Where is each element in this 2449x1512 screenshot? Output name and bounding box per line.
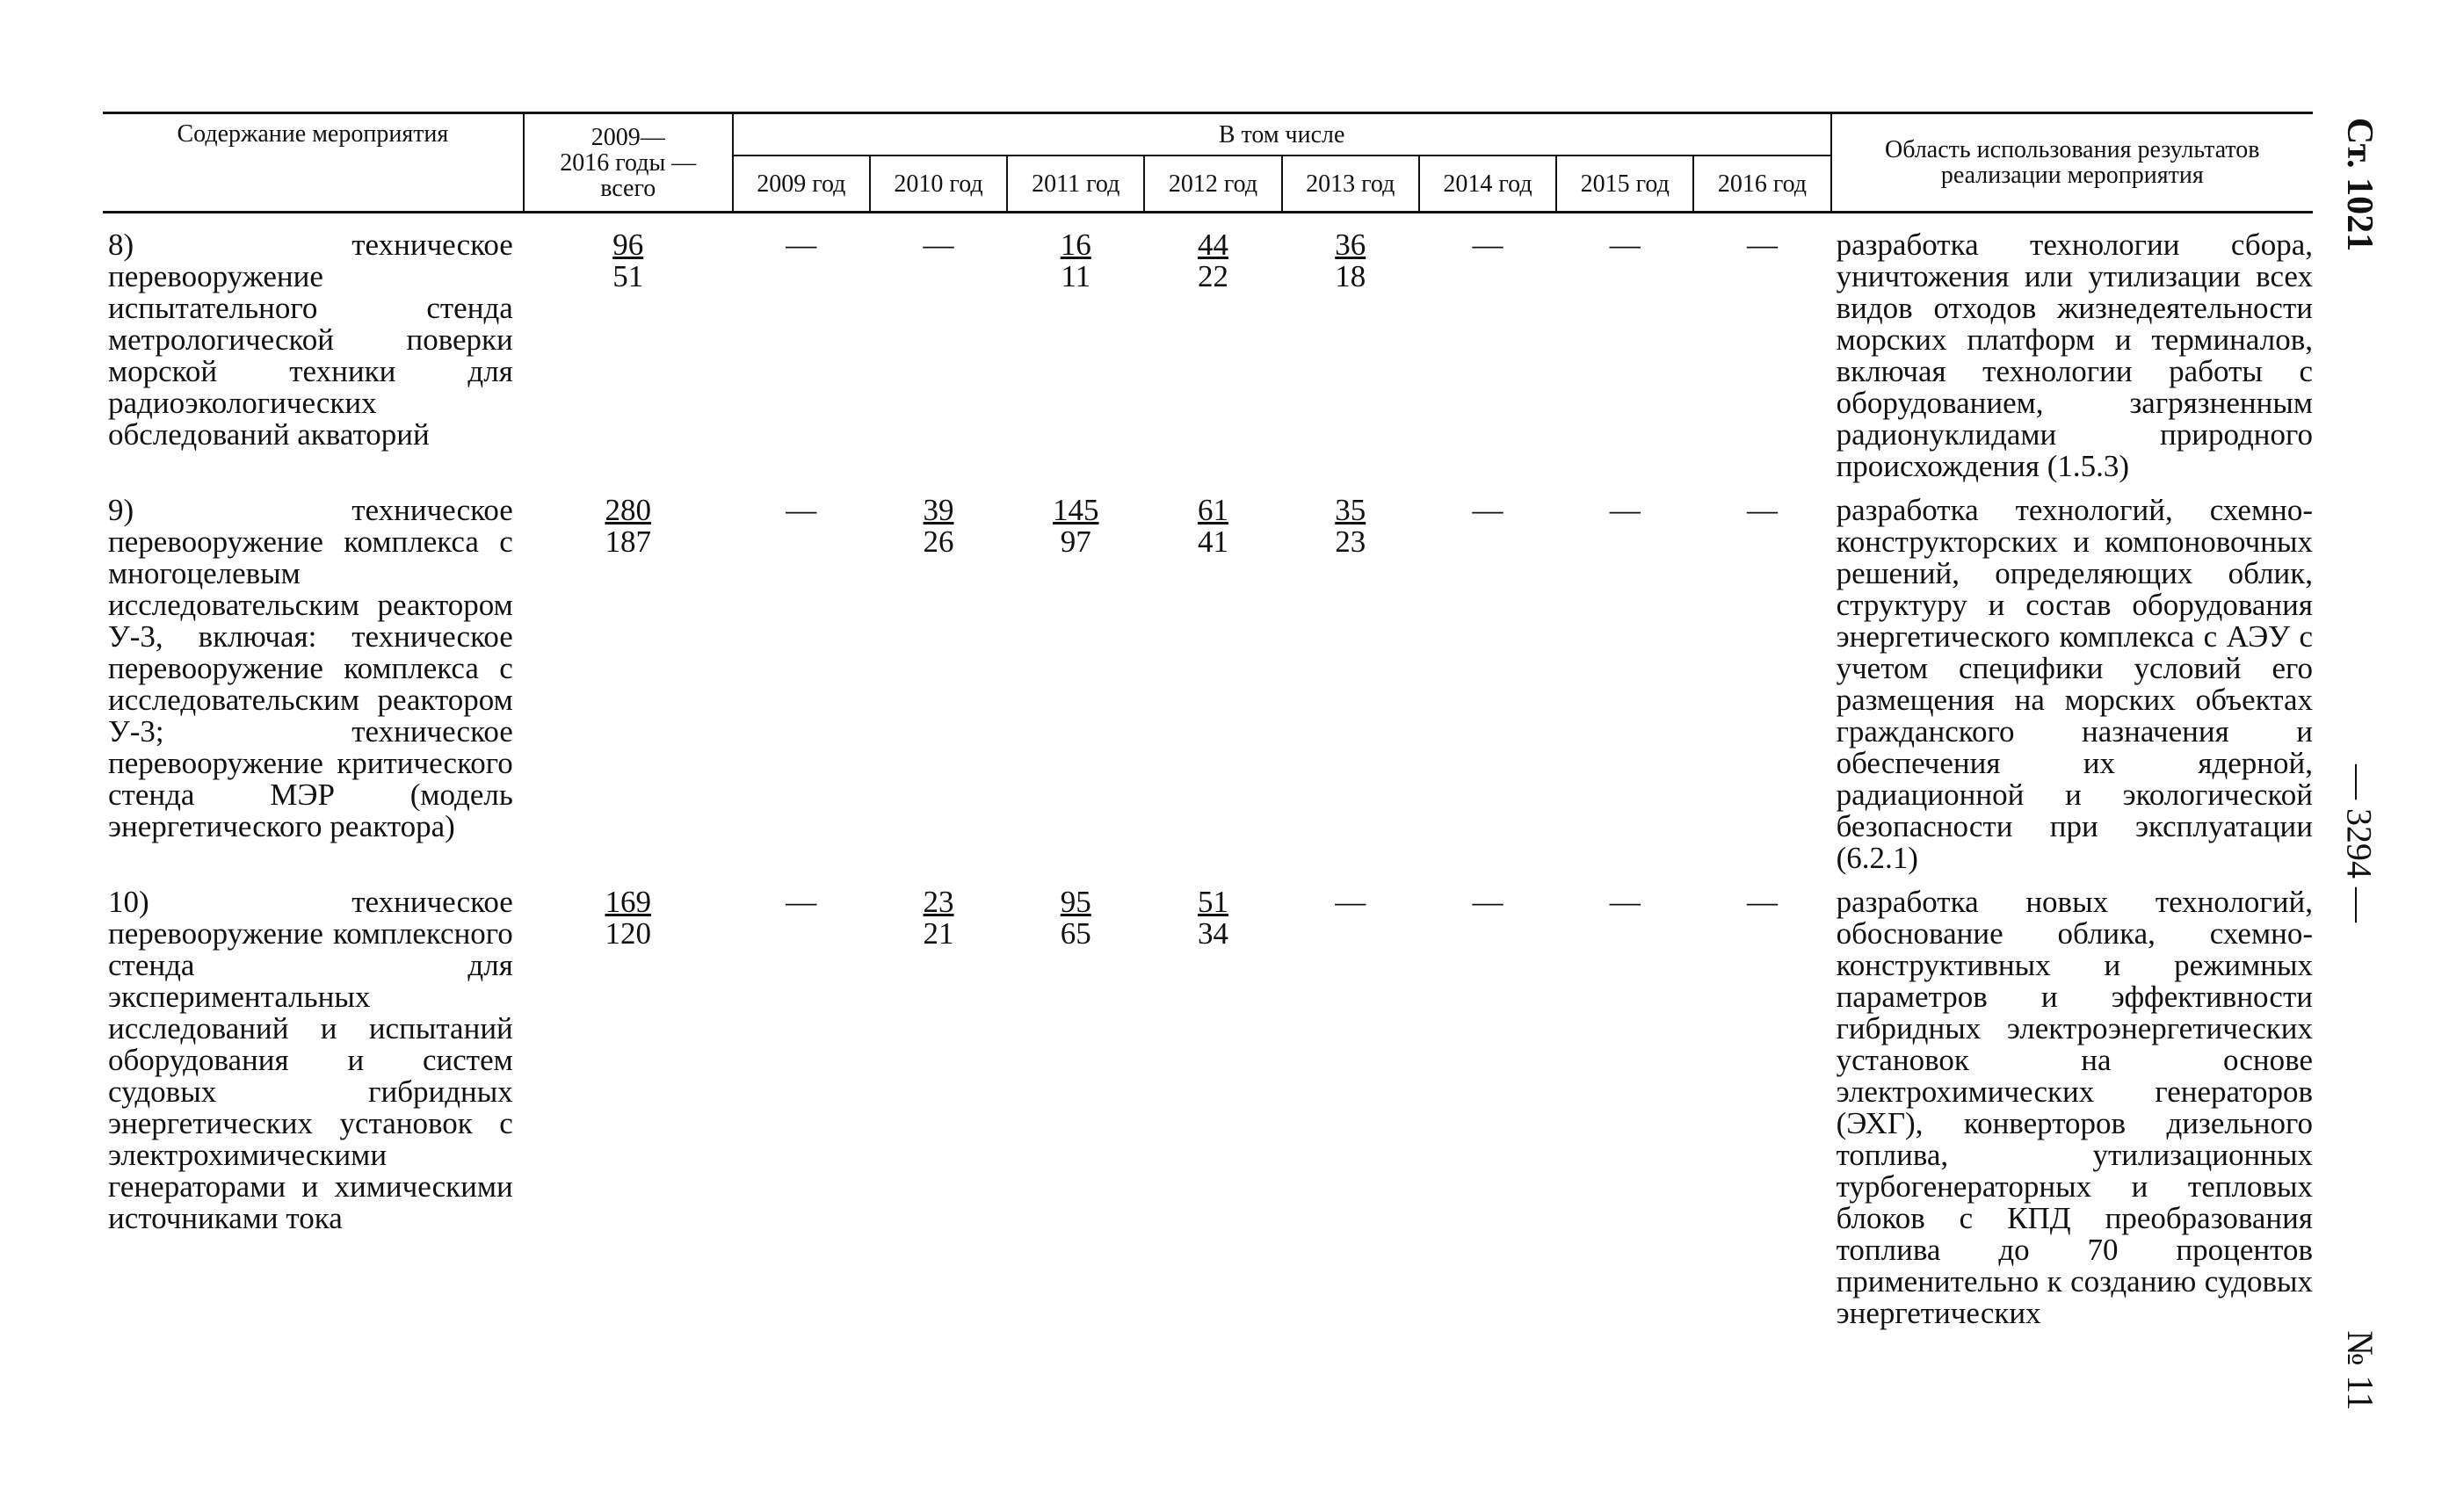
year-cell-2011 <box>1007 213 1144 483</box>
year-cell-2013 <box>1282 482 1419 874</box>
table-row <box>103 482 2313 874</box>
table-header <box>103 113 2313 213</box>
amount-total: 35 <box>1335 493 1366 527</box>
empty-dash: — <box>1609 228 1641 262</box>
year-cell-2010 <box>870 213 1007 483</box>
amount-total: 61 <box>1198 493 1228 527</box>
amount-budget: 21 <box>923 916 954 951</box>
amount-total: 169 <box>605 885 651 919</box>
total-fraction <box>605 495 651 558</box>
row-total <box>524 874 733 1329</box>
year-cell-2016 <box>1693 874 1830 1329</box>
header-area: Область использования результатов реализации мероприятия <box>1831 113 2313 213</box>
year-fraction <box>1335 495 1366 558</box>
amount-budget: 26 <box>923 524 954 559</box>
empty-dash: — <box>1472 228 1503 262</box>
amount-budget: 65 <box>1060 916 1091 951</box>
year-fraction <box>924 495 954 558</box>
amount-budget: 51 <box>612 259 644 293</box>
row-total <box>524 482 733 874</box>
program-table-wrapper <box>103 112 2313 1329</box>
header-year-2009: 2009 год <box>733 156 870 213</box>
year-cell-2014 <box>1419 874 1556 1329</box>
year-cell-2014 <box>1419 482 1556 874</box>
amount-total: 16 <box>1060 228 1091 262</box>
header-including: В том числе <box>733 113 1831 156</box>
year-cell-2010 <box>870 874 1007 1329</box>
year-cell-2016 <box>1693 482 1830 874</box>
year-cell-2015 <box>1556 482 1693 874</box>
year-cell-2011 <box>1007 874 1144 1329</box>
page-number: — 3294 — <box>2339 764 2380 922</box>
issue-number: № 11 <box>2339 1330 2380 1411</box>
row-application-area: разработка технологий, схемно-конструкторских и компоновочных решений, определяющих облик, структуру и состав оборудования энергетического комплекса с АЭУ с учетом специфики условий его размещения на морских объектах гражданского назначения и обеспечения их ядерной, радиационной и экологической безопасности при эксплуатации (6.2.1) <box>1836 493 2313 875</box>
total-fraction <box>605 886 651 950</box>
row-application-area: разработка новых технологий, обоснование облика, схемно-конструктивных и режимных параметров и эффективности гибридных электроэнергетических установок на основе электрохимических генераторов (ЭХГ), конверторов дизельного топлива, утилизационных турбогенераторных и тепловых блоков с КПД преобразования топлива до 70 процентов применительно к созданию судовых энергетических <box>1836 885 2313 1330</box>
amount-total: 36 <box>1335 228 1366 262</box>
header-year-2010: 2010 год <box>870 156 1007 213</box>
empty-dash: — <box>1335 885 1366 919</box>
empty-dash: — <box>1746 885 1778 919</box>
empty-dash: — <box>786 228 817 262</box>
year-cell-2015 <box>1556 874 1693 1329</box>
year-fraction <box>1061 229 1091 293</box>
empty-dash: — <box>786 885 817 919</box>
empty-dash: — <box>923 228 954 262</box>
row-description: 10) техническое перевооружение комплексного стенда для экспериментальных исследований и испытаний оборудования и систем судовых гибридных энергетических установок с электрохимическими генераторами и химическими источниками тока <box>108 885 513 1235</box>
year-cell-2016 <box>1693 213 1830 483</box>
amount-budget: 11 <box>1061 259 1091 293</box>
amount-total: 23 <box>923 885 954 919</box>
header-year-2015: 2015 год <box>1556 156 1693 213</box>
year-cell-2015 <box>1556 213 1693 483</box>
year-cell-2013 <box>1282 213 1419 483</box>
total-fraction <box>612 229 643 293</box>
year-fraction <box>1335 229 1366 293</box>
amount-budget: 22 <box>1198 259 1228 293</box>
amount-total: 280 <box>605 493 651 527</box>
amount-budget: 18 <box>1335 259 1366 293</box>
year-cell-2012 <box>1144 482 1281 874</box>
program-table <box>103 112 2313 1329</box>
year-cell-2014 <box>1419 213 1556 483</box>
amount-total: 51 <box>1198 885 1228 919</box>
header-year-2012: 2012 год <box>1144 156 1281 213</box>
amount-total: 39 <box>923 493 954 527</box>
amount-total: 95 <box>1060 885 1091 919</box>
empty-dash: — <box>1609 493 1641 527</box>
amount-budget: 120 <box>605 916 651 951</box>
empty-dash: — <box>1746 493 1778 527</box>
empty-dash: — <box>1609 885 1641 919</box>
table-row <box>103 213 2313 483</box>
amount-total: 145 <box>1053 493 1099 527</box>
amount-budget: 41 <box>1198 524 1228 559</box>
table-body <box>103 213 2313 1330</box>
empty-dash: — <box>1746 228 1778 262</box>
amount-total: 96 <box>612 228 644 262</box>
year-fraction <box>1053 495 1099 558</box>
header-year-2016: 2016 год <box>1693 156 1830 213</box>
year-cell-2010 <box>870 482 1007 874</box>
year-cell-2011 <box>1007 482 1144 874</box>
year-fraction <box>1061 886 1091 950</box>
header-year-2014: 2014 год <box>1419 156 1556 213</box>
row-description: 9) техническое перевооружение комплекса с многоцелевым исследовательским реактором У-3, включая: техническое перевооружение комплекса с исследовательским реактором У-3; техническое перевооружение критического стенда МЭР (модель энергетического реактора) <box>108 493 513 843</box>
amount-budget: 34 <box>1198 916 1228 951</box>
article-number: Ст. 1021 <box>2339 117 2380 252</box>
empty-dash: — <box>786 493 817 527</box>
year-fraction <box>1198 886 1228 950</box>
year-cell-2009 <box>733 482 870 874</box>
amount-budget: 187 <box>605 524 651 559</box>
year-fraction <box>1198 229 1228 293</box>
empty-dash: — <box>1472 493 1503 527</box>
amount-budget: 23 <box>1335 524 1366 559</box>
year-cell-2009 <box>733 874 870 1329</box>
amount-budget: 97 <box>1060 524 1091 559</box>
header-total: 2009— 2016 годы — всего <box>524 113 733 213</box>
header-year-2011: 2011 год <box>1007 156 1144 213</box>
year-cell-2012 <box>1144 213 1281 483</box>
row-application-area: разработка технологии сбора, уничтожения или утилизации всех видов отходов жизнедеятельности морских платформ и терминалов, включая технологии работы с оборудованием, загрязненным радионуклидами природного происхождения (1.5.3) <box>1836 228 2313 483</box>
empty-dash: — <box>1472 885 1503 919</box>
header-description: Содержание мероприятия <box>103 113 524 213</box>
row-description: 8) техническое перевооружение испытательного стенда метрологической поверки морской техники для радиоэкологических обследований акваторий <box>108 228 513 452</box>
amount-total: 44 <box>1198 228 1228 262</box>
table-row <box>103 874 2313 1329</box>
year-fraction <box>1198 495 1228 558</box>
row-total <box>524 213 733 483</box>
year-cell-2013 <box>1282 874 1419 1329</box>
header-year-2013: 2013 год <box>1282 156 1419 213</box>
year-cell-2009 <box>733 213 870 483</box>
year-fraction <box>924 886 954 950</box>
year-cell-2012 <box>1144 874 1281 1329</box>
